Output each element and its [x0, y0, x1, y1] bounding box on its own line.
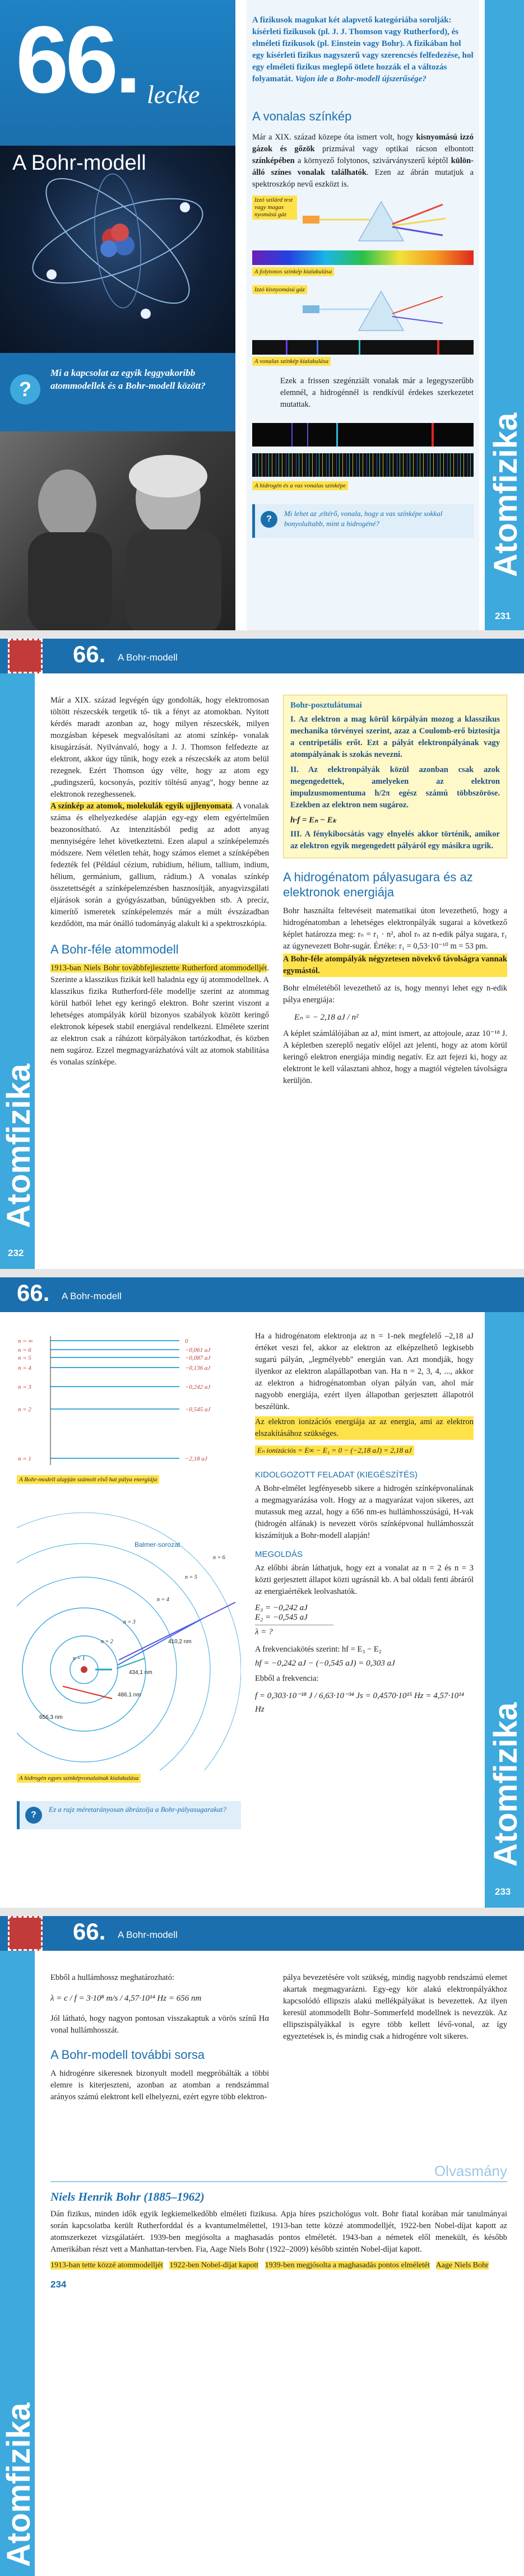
- p1-seg-6: . Ezen az ábrán mutatjuk a spektroszkóp nevű eszközt is.: [252, 168, 474, 189]
- stamp-icon-4: [8, 1916, 43, 1951]
- given-values: [255, 1603, 333, 1625]
- vertical-label-2: Atomfizika: [1, 1063, 37, 1228]
- page-number: 231: [495, 611, 511, 621]
- p4-col2-paragraph-1: pálya bevezetésére volt szükség, mindig nagyobb rendszámú elemet akartak megmagyarázni. Egy-egy kör alakú elektronpályákhoz kapcsolódó ellipszis alakú mellékpályákat is bevezettek. Az ilyen keresül atommodellt Bohr–Sommerfeld modellnek is nevezzük. Az ellipszispályákkal is egyre több kellett lévő-vonal, az így egyeztetések is, és mindig csak a hidrogénre volt sikeres.: [283, 1973, 507, 2041]
- col1-p3-highlight: 1913-ban Niels Bohr továbbfejlesztette Rutherford atommodelljét: [50, 964, 267, 973]
- diagram-label-656: 656,3 nm: [39, 1714, 63, 1721]
- section-tovabbi-sorsa: A Bohr-modell további sorsa: [50, 2048, 205, 2062]
- vertical-sidebar-3: [485, 1312, 524, 1908]
- intro-text: [252, 15, 474, 85]
- reading-label: Olvasmány: [50, 2163, 507, 2182]
- page-gap-1: [0, 630, 524, 639]
- box-title: Bohr-posztulátumai: [290, 701, 362, 710]
- box-formula: h·f = Eₙ − Eₖ: [290, 816, 337, 825]
- diagram-label-n6: n = 6: [213, 1555, 225, 1561]
- page-gap-3: [0, 1908, 524, 1916]
- prism-diagram: [252, 193, 474, 249]
- freq-formula: f = 0,303·10⁻¹⁸ J / 6,63·10⁻³⁴ Js = 0,4570·10¹⁵ Hz = 4,57·10¹⁴ Hz: [255, 1691, 464, 1714]
- diagram-label-486: 486,1 nm: [118, 1692, 141, 1698]
- given-e2: E₂ = −0,545 aJ: [255, 1613, 308, 1622]
- solution-p2: A frekvenciakötés szerint: hf = E₃ − E₂: [255, 1645, 382, 1654]
- p3-col2-highlight: Az elektron ionizációs energiája az az energia, ami az elektron elszakításához szükséges.: [255, 1416, 474, 1440]
- page-233: [0, 1277, 524, 1908]
- energy-level-n: n = 4: [18, 1365, 31, 1371]
- energy-level-n: n = 2: [18, 1406, 31, 1413]
- p4-formula: λ = c / f = 3·10⁸ m/s / 4,57·10¹⁴ Hz = 656 nm: [50, 1994, 202, 2003]
- reading-section: [50, 2163, 507, 2290]
- p3-col2-paragraph-1: Ha a hidrogénatom elektronja az n = 1-nek megfelelő –2,18 aJ értéket veszi fel, akkor az elektron az elképzelhető legkisebb sugarú pályán, „legmélyebb" energián van. Azt mondják, hogy ilyenkor az elektron alapállapotban van. Ha n = 2, 3, 4, ..., akkor az elektron a hidrogénatomban olyan pályán van, ahol már nagyobb energiája, ezért ilyen állapotban gerjesztett állapotról beszélünk.: [255, 1332, 474, 1411]
- paragraph-2: Ezek a frissen szegénziált vonalak már a legegyszerűbb elemnél, a hidrogénnél is rendkívül érdekes szerkezetet mutattak.: [280, 376, 474, 409]
- col2-highlight: A Bohr-féle atompályák négyzetesen növekvő távolságra vannak egymástól.: [283, 954, 507, 977]
- header-number-4: 66.: [73, 1918, 106, 1945]
- task-text: A Bohr-elmélet legfényesebb sikere a hidrogén színképvonalának a megmagyarázása volt. Hogy az a magyarázat vajon sikeres, azt mutassuk meg azzal, hogy a 656 nm-es hullámhosszúságú, H-vak (hidrogén alfának) is nevezett vörös színképvonal hullámhosszát kiszámítjuk a Bohr-modell alapján!: [255, 1484, 474, 1540]
- label-source: Izzó szilárd test vagy magas nyomású gáz: [252, 196, 297, 220]
- col1-p3-text: . Szerinte a klasszikus fizikát kell haladnia egy új atommodellnek. A klasszikus fizika Rutherford-féle modellje szerint az atommag körül hatból lehet egy keringő elektron. Bohr szerint viszont a lehetséges atompályák körül bizonyos szabályok között keringő elektronok képesek stabil energiával rendelkezni. Elmélete szerint az elektron csak a ráhúzott körpályákon tartózkodhat, és közben nem sugároz. Ezzel megmagyarázhatóvá vált az atomok stabilitása és vonalas színképe.: [50, 964, 269, 1067]
- hydrogen-iron-spectra: [252, 423, 474, 496]
- diagram-label-n3: n = 3: [123, 1619, 136, 1625]
- col1-paragraph-3: [50, 962, 269, 1068]
- vertical-label-4: Atomfizika: [1, 2402, 37, 2567]
- bio-text: Dán fizikus, minden idők egyik legkiemelkedőbb elméleti fizikusa. Apja híres pszichológus volt. Bohr fiatal korában már tanulmányai során kapcsolatba került Rutherforddal és a kvantumelmélettel, 1913-ban tette közzé atommodelljét, 1922-ben Nobel-díjat kapott az atomszerkezet vizsgálatáért. 1939-ben megjósolta a maghasadás pontos elméletét. 1943-ban a németek elől menekült, és később Amerikában részt vett a Manhattan-tervben. Fia, Aage Niels Bohr (1922–2009) később szintén Nobel-díjat kapott.: [50, 2210, 507, 2254]
- continuous-spectrum-bar: [252, 250, 474, 265]
- page-gap-2: [0, 1269, 524, 1277]
- col1-paragraph-1: Már a XIX. század legvégén úgy gondolták, hogy elektromosan töltött részecskék tergetik tő- tik a fényt az atomokban. Nyitott kérdés maradt azonban az, hogy milyen részecskék, milyen mozgásban képesek megvalósítani az atomi színkép- vonalak kisugárzását. Nyilvánvaló, hogy a J. J. Thomson felfedezte az elektront, akkor úgy tűnik, hogy ezek a részecskék az atom belül rezegnek. Ezért Thomson úgy vélte, hogy az atom egy „pudingszerű, kocsonyás, pozitív töltésű anyag", hogy benne az elektronok rezeghessenek.: [50, 696, 269, 799]
- atom-orbit-graphic: [0, 146, 235, 353]
- bio-highlight-4: Aage Niels Bohr: [435, 2261, 489, 2270]
- p4-paragraph-2: Jól látható, hogy nagyon pontosan visszakaptuk a vörös színű Hα vonal hullámhosszát.: [50, 2014, 269, 2035]
- energy-level-n: n = 3: [18, 1384, 31, 1391]
- page-number-3: 233: [495, 1886, 511, 1897]
- header-title-4: A Bohr-modell: [118, 1929, 178, 1940]
- line-spectrum-bar: [252, 340, 474, 355]
- task-title: KIDOLGOZOTT FELADAT (KIEGÉSZÍTÉS): [255, 1470, 418, 1480]
- question-text-3: Ez a rajz méretarányosan ábrázolja a Bohr-pályasugarakat?: [49, 1805, 227, 1814]
- line-spectrum-figure: [252, 283, 474, 367]
- energy-level-n: n = 6: [18, 1347, 31, 1354]
- p4-paragraph-1: Ebből a hullámhossz meghatározható:: [50, 1973, 175, 1982]
- photo-silhouettes: [0, 431, 235, 630]
- header-number: 66.: [73, 641, 106, 667]
- lesson-header: [0, 0, 235, 146]
- caption-hydrogen: A hidrogén és a vas vonalas színképe: [252, 481, 348, 490]
- col2-formula: Eₙ = − 2,18 aJ / n²: [294, 1013, 359, 1022]
- header-title-3: A Bohr-modell: [62, 1291, 122, 1301]
- diagram-label-n1: n = 1: [73, 1656, 85, 1662]
- energy-levels-svg: [17, 1331, 241, 1471]
- question-icon-3: ?: [25, 1807, 42, 1824]
- question-box-1: [252, 504, 474, 538]
- caption-series: A hidrogén egyes színképvonalainak kialakulása: [17, 1774, 141, 1783]
- label-lowpressure: Izzó kisnyomású gáz: [252, 285, 307, 294]
- page-number-4: 234: [50, 2279, 67, 2290]
- bio-highlight-2: 1922-ben Nobel-díjat kapott: [169, 2261, 259, 2270]
- page4-col2: [283, 1972, 507, 2043]
- col2-paragraph-2: Bohr elméletéből levezethető az is, hogy mennyi lehet egy n-edik pálya energiája:: [283, 984, 507, 1005]
- given-lambda: λ = ?: [255, 1628, 273, 1636]
- p1-seg-1: kisnyomású izzó gázok és gőzök: [252, 133, 474, 154]
- diagram-label-balmer: Balmer-sorozat: [135, 1541, 180, 1549]
- vertical-label-3: Atomfizika: [488, 1702, 524, 1867]
- p1-seg-4: a környező folytonos, szivárványszerű képtől: [294, 156, 451, 165]
- stamp-icon: [8, 639, 43, 673]
- right-text-column: [247, 0, 479, 630]
- diagram-label-n4: n = 4: [157, 1597, 169, 1603]
- caption-continuous: A folytonos színkép kialakulása: [252, 267, 334, 276]
- energy-level-value: −0,087 aJ: [185, 1355, 211, 1361]
- col1-p2-text: . A vonalak száma és elhelyezkedése alapján egy-egy elem egyértelműen beazonosítható. Az intenzitásból pedig az adott anyag mennyiségére lehet következtetni. Ezen alapul a színképelemzés módszere. Nem véletlen tehát, hogy számos elemet a színképében fedezték fel (Például cézium, rubídium, hélium, tallium, indium, hélium, germánium, gallium, rádium.) A vonalas színkép összetettségét a színképelemzésben hasznosítják, anyagvizsgálati eljárások során a gyógyászatban, bűnügyekben stb. A precíz, kimerítő ismeretek színképelemzés már a múlt évszázadban kezdődött, ma már önálló tudományág alakult ki a spektroszkópia.: [50, 802, 269, 928]
- hydrogen-spectrum: [252, 423, 474, 447]
- header-number-3: 66.: [17, 1280, 50, 1306]
- p1-seg-0: Már a XIX. század közepe óta ismert volt, hogy: [252, 133, 416, 142]
- page-234: [0, 1916, 524, 2576]
- energy-level-diagram: [17, 1331, 241, 1493]
- energy-level-value: −2,18 aJ: [185, 1456, 207, 1462]
- question-box-3: [17, 1801, 241, 1829]
- box-item-1: I. Az elektron a mag körül körpályán mozog a klasszikus mechanika törvényei szerint, azaz a Coulomb-erő biztosítja a centripetális erőt. Ezt a pályát elektronpályának vagy atompályának is szokás nevezni.: [290, 715, 500, 759]
- energy-level-value: 0: [185, 1338, 188, 1345]
- col2-paragraph-1: Bohr használta feltevéseit matematikai úton levezethető, hogy a hidrogénatomban a lehetséges elektronpályák sugarai a következő képlet határozza meg: rₙ = r₁ · n², ahol rₙ az n-edik pálya sugara, r₁ az úgynevezett Bohr-sugár. Értéke: r₁ = 0,53·10⁻¹⁰ m = 53 pm.: [283, 906, 507, 951]
- section-bohr-atommodell: A Bohr-féle atommodell: [50, 942, 179, 956]
- given-e3: E₃ = −0,242 aJ: [255, 1603, 308, 1612]
- orbit-svg: [17, 1501, 241, 1770]
- solution-text: Az előbbi ábrán láthatjuk, hogy ezt a vonalat az n = 2 és n = 3 közti gerjesztett állapot közti ugrásnál kb. A bal oldali fenti ábráról az energiaértékek leolvashatók.: [255, 1564, 474, 1596]
- p1-seg-5: külön-álló színes vonalak találhatók: [252, 156, 474, 177]
- intro-part-1: A fizikusok magukat két alapvető kategóriába sorolják: kísérleti fizikusok (pl. J. J. Thomson vagy Rutherford), és elméleti fizikusok (pl. Einstein vagy Bohr). A fizikában hol egy kísérleti fizikus nagyszerű vagy szerencsés felfedezése, hol egy elméleti fizikus meglepő ötlete hozzák el a változás folyamatát.: [252, 16, 474, 83]
- diagram-label-n2: n = 2: [101, 1639, 113, 1645]
- solution-title: MEGOLDÁS: [255, 1550, 303, 1559]
- p4-paragraph-3: A hidrogénre sikeresnek bizonyult modell megpróbálták a többi elemre is kiterjeszteni, azonban az atomban a rendszámmal arányos számú elektront kell elhelyezni, ezért egyre több elektron-: [50, 2069, 269, 2101]
- question-icon: ?: [261, 511, 277, 528]
- energy-level-n: n = 1: [18, 1456, 31, 1462]
- bohr-einstein-photo: [0, 431, 235, 630]
- bio-highlights: [50, 2261, 507, 2270]
- page2-col1: [50, 695, 269, 1068]
- page-number-2: 232: [8, 1248, 24, 1258]
- bio-highlight-3: 1939-ben megjósolta a maghasadás pontos elméletét: [265, 2261, 430, 2270]
- energy-level-n: n = 5: [18, 1355, 31, 1361]
- left-image-column: [0, 0, 235, 630]
- col2-paragraph-3: A képlet számlálójában az aJ, mint ismert, az attojoule, azaz 10⁻¹⁸ J. A képletben szereplő negatív előjel azt jelenti, hogy az atom körül keringő elektron energiája mindig negatív. Ez azt fejezi ki, hogy az elektront le kell választani ahhoz, hogy a magtól végtelen távolságra kerüljön.: [283, 1029, 507, 1085]
- p3-col2-formula: Eₙ ionizációs = E∞ − E₁ = 0 − (−2,18 aJ) = 2,18 aJ: [255, 1445, 414, 1456]
- caption-line: A vonalas színkép kialakulása: [252, 357, 331, 366]
- sidebar-question-text: Mi a kapcsolat az egyik leggyakoribb atommodellek és a Bohr-modell között?: [50, 368, 206, 391]
- vertical-sidebar: [485, 0, 524, 630]
- energy-level-n: n = ∞: [18, 1338, 33, 1345]
- energy-level-value: −0,242 aJ: [185, 1384, 211, 1391]
- energy-level-value: −0,061 aJ: [185, 1347, 211, 1354]
- vertical-label: Atomfizika: [488, 412, 524, 577]
- col1-paragraph-2: [50, 801, 269, 930]
- left-vertical-sidebar: [0, 673, 35, 1269]
- page2-col2: [283, 695, 507, 1087]
- orbit-diagram: [17, 1501, 241, 1793]
- section-title-vonalas: A vonalas színkép: [252, 109, 352, 123]
- left-vertical-sidebar-4: [0, 1951, 35, 2576]
- question-text: Mi lehet az ,eltérő, vonala, hogy a vas színképe sokkal bonyolultabb, mint a hidrogéné?: [284, 509, 443, 528]
- page-231: [0, 0, 524, 630]
- p1-seg-3: színképében: [252, 156, 295, 165]
- p1-seg-2: prizmával vagy optikai rácson elbontott: [314, 145, 474, 154]
- box-item-3: III. A fénykibocsátás vagy elnyelés akkor történik, amikor az elektron egyik megengedett pályáról egy másikra ugrik.: [290, 830, 500, 850]
- bio-title: Niels Henrik Bohr (1885–1962): [50, 2190, 205, 2203]
- lesson-word: lecke: [147, 80, 200, 109]
- page-232: [0, 639, 524, 1269]
- prism-diagram-2: [252, 283, 474, 339]
- diagram-label-410: 410,2 nm: [168, 1639, 192, 1645]
- iron-spectrum: [252, 453, 474, 477]
- page4-col1: [50, 1972, 269, 2103]
- diagram-label-n5: n = 5: [185, 1574, 197, 1580]
- caption-energy: A Bohr-modell alapján számolt első hat pálya energiája: [17, 1475, 159, 1484]
- solution-calc: hf = −0,242 aJ − (−0,545 aJ) = 0,303 aJ: [255, 1659, 395, 1668]
- chapter-title: A Bohr-modell: [12, 151, 146, 175]
- continuous-spectrum-figure: [252, 193, 474, 277]
- lesson-number: 66.: [16, 7, 138, 113]
- paragraph-1: [252, 132, 474, 190]
- atom-illustration: [0, 146, 235, 353]
- question-mark-icon: ?: [10, 374, 40, 404]
- page3-col2: [255, 1331, 474, 1716]
- energy-level-value: −0,545 aJ: [185, 1406, 211, 1413]
- sidebar-question-box: [0, 353, 235, 431]
- header-title: A Bohr-modell: [118, 652, 178, 663]
- postulates-box: [283, 695, 507, 858]
- solution-p3: Ebből a frekvencia:: [255, 1674, 319, 1683]
- col1-highlight: A színkép az atomok, molekulák egyik ujjlenyomata: [50, 802, 232, 811]
- section-palyasugar: A hidrogénatom pályasugara és az elektronok energiája: [283, 870, 473, 899]
- diagram-label-434: 434,1 nm: [129, 1670, 152, 1676]
- box-item-2: II. Az elektronpályák közül azonban csak azok megengedettek, amelyeken az elektron impulzusmomentuma h/2π egész számú többszöröse. Ezekben az elektron nem sugároz.: [290, 765, 500, 810]
- energy-level-value: −0,136 aJ: [185, 1365, 211, 1371]
- bio-highlight-1: 1913-ban tette közzé atommodelljét: [50, 2261, 163, 2270]
- intro-part-2: Vajon ide a Bohr-modell újszerűsége?: [295, 75, 426, 83]
